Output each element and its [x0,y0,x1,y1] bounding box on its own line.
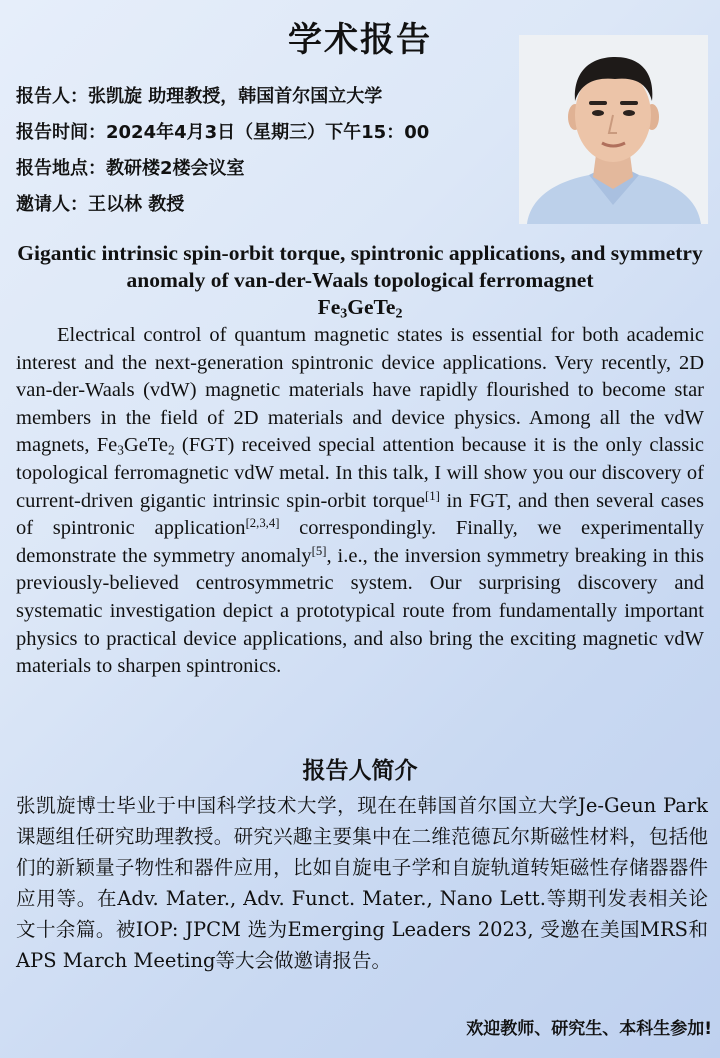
poster-title: 学术报告 [288,20,432,60]
reference-1: [1] [425,488,440,503]
time-line: 报告时间：2024年4月3日（星期三）下午15：00 [16,122,430,143]
bio-text: 张凯旋博士毕业于中国科学技术大学，现在在韩国首尔国立大学Je-Geun Park课题组任研究助理教授。研究兴趣主要集中在二维范德瓦尔斯磁性材料，包括他们的新颖量子物性和器件应用，比如自旋电子学和自旋轨道转矩磁性存储器器件应用等。在Adv. Mater., Adv. Funct. Mater., Nano Lett.等期刊发表相关论文十余篇。被IOP: JPCM 选为Emerging Leaders 2023, 受邀在美国MRS和APS March Meeting等大会做邀请报告。 [16,794,708,972]
talk-info [16,84,506,228]
reference-5: [5] [311,543,327,558]
speaker-photo [519,35,708,224]
speaker-line: 报告人：张凯旋 助理教授，韩国首尔国立大学 [16,86,383,107]
talk-title-text: Gigantic intrinsic spin-orbit torque, spintronic applications, and symmetry anomaly of van-der-Waals topological ferromagnet [17,241,703,292]
abstract: Electrical control of quantum magnetic states is essential for both academic interest and the next-generation spintronic device applications. Very recently, 2D van-der-Waals (vdW) magnetic materials have rapidly flourished to become star members in the field of 2D materials and device physics. Among all the vdW magnets, $Fe_3GeTe_2$ (FGT) received special attention because it is the only classic topological ferromagnetic vdW metal. In this talk, I will show you our discovery of current-driven gigantic intrinsic spin-orbit torque[1] in FGT, and then several cases of spintronic application[2,3,4] correspondingly. Finally, we experimentally demonstrate the symmetry anomaly[5], i.e., the inversion symmetry breaking in this previously-believed centrosymmetric system. Our surprising discovery and systematic investigation depict a prototypical route from fundamentally important physics to practical device applications, and also bring the exciting magnetic vdW materials to sharpen spintronics. [16,324,704,678]
bio-heading: 报告人简介 [302,758,418,784]
talk-title-formula: $Fe_3GeTe_2$ [317,295,403,322]
host-line: 邀请人：王以林 教授 [16,194,185,215]
speaker-portrait-illustration [519,35,708,224]
location-line: 报告地点：教研楼2楼会议室 [16,158,245,179]
fgt-formula: $Fe_3GeTe_2$ [96,434,175,458]
welcome-note: 欢迎教师、研究生、本科生参加! [466,1019,712,1039]
reference-2-4: [2,3,4] [245,516,280,531]
talk-title [10,240,710,321]
